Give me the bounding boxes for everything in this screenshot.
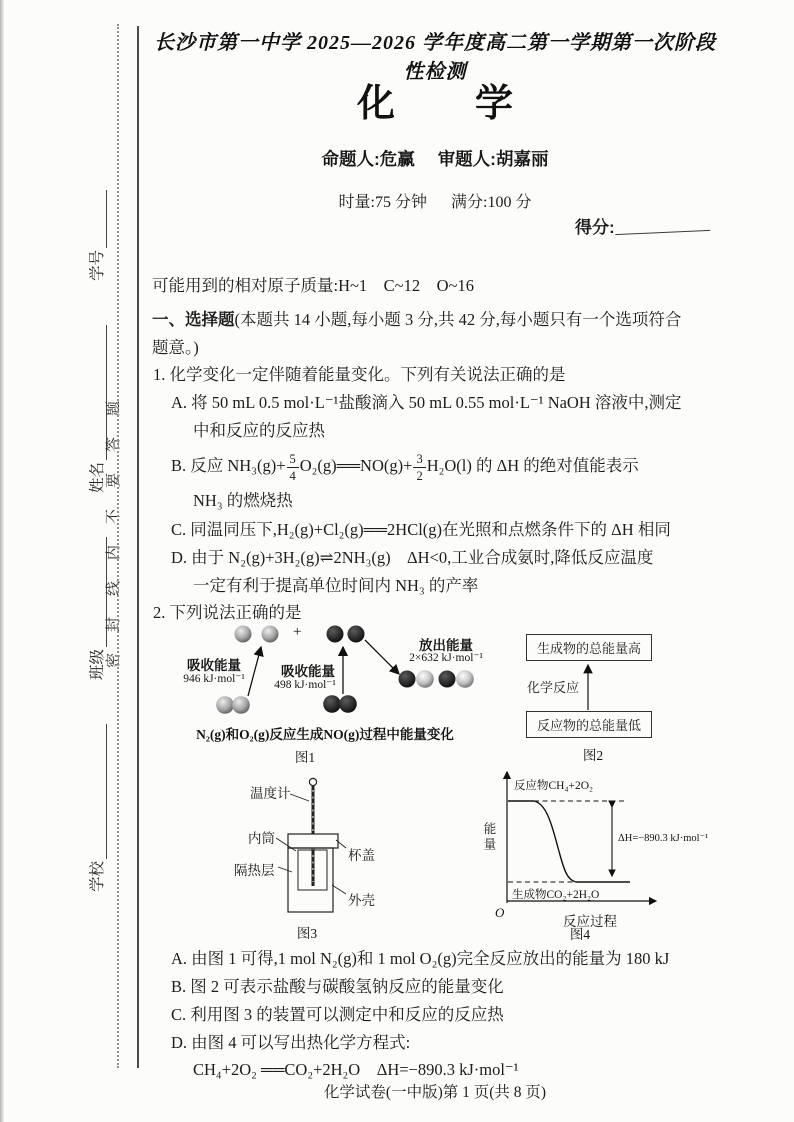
reactants-level-label: 反应物CH₄+2O₂ bbox=[514, 780, 594, 792]
products-energy-box: 生成物的总能量高 bbox=[526, 634, 652, 661]
section-heading bbox=[152, 306, 681, 330]
q1-option-b-line1 bbox=[171, 452, 639, 483]
products-level-label: 生成物CO₂+2H₂O bbox=[512, 889, 600, 901]
release-value: 2×632 kJ·mol⁻¹ bbox=[409, 652, 483, 664]
student-no-field bbox=[85, 188, 107, 281]
lid-label: 杯盖 bbox=[348, 848, 375, 863]
inner-cylinder-label: 内筒 bbox=[248, 831, 275, 846]
x-axis-label: 反应过程 bbox=[563, 914, 617, 929]
y-axis-label: 能量 bbox=[482, 822, 496, 853]
figure-4-energy-profile bbox=[462, 760, 709, 942]
q1-option-b-line2: NH₃ 的燃烧热 bbox=[193, 491, 293, 510]
class-label: 班级 bbox=[89, 648, 106, 680]
q2-stem: 2. 下列说法正确的是 bbox=[153, 603, 302, 622]
fig2-label: 图2 bbox=[582, 748, 604, 763]
q1-option-d-line2: 一定有利于提高单位时间内 NH₃ 的产率 bbox=[193, 576, 479, 595]
fig1-label: 图1 bbox=[294, 750, 316, 765]
delta-h-value: ΔH=−890.3 kJ·mol⁻¹ bbox=[618, 833, 709, 844]
reactants-energy-box: 反应物的总能量低 bbox=[526, 711, 652, 738]
subject-char-left: 化 bbox=[356, 83, 395, 125]
duration-label: 时量:75 分钟 bbox=[338, 194, 427, 211]
absorb2-value: 498 kJ·mol⁻¹ bbox=[274, 679, 336, 691]
fraction-5-4: $\frac{5}{4}$ bbox=[287, 453, 299, 483]
reaction-arrow-label: 化学反应 bbox=[527, 680, 580, 695]
school-label: 学校 bbox=[89, 860, 106, 892]
student-no-blank bbox=[93, 190, 107, 248]
score-blank bbox=[614, 215, 710, 235]
figure-2-energy-boxes bbox=[523, 630, 663, 764]
q1-option-a-line1: A. 将 50 mL 0.5 mol·L⁻¹盐酸滴入 50 mL 0.55 mol·L⁻¹ NaOH 溶液中,测定 bbox=[171, 393, 682, 412]
page-footer: 化学试卷(一中版)第 1 页(共 8 页) bbox=[323, 1084, 547, 1101]
subject-char-right: 学 bbox=[475, 83, 514, 125]
reviewer-label: 审题人:胡嘉丽 bbox=[437, 149, 549, 169]
origin-label: O bbox=[495, 905, 505, 920]
section-heading-cont: 题意。) bbox=[152, 338, 199, 357]
release-title: 放出能量 bbox=[419, 638, 473, 653]
name-label: 姓名 bbox=[89, 461, 106, 493]
figure-3-calorimeter bbox=[232, 774, 384, 940]
absorb1-value: 946 kJ·mol⁻¹ bbox=[183, 673, 245, 685]
thermometer-label: 温度计 bbox=[250, 786, 291, 801]
full-score-label: 满分:100 分 bbox=[451, 194, 532, 211]
margin-solid-line bbox=[137, 26, 139, 1068]
fig3-label: 图3 bbox=[296, 926, 318, 941]
subject-title bbox=[150, 72, 720, 127]
insulation-label: 隔热层 bbox=[234, 863, 275, 878]
duration-score-line bbox=[150, 189, 720, 212]
score-label: 得分: bbox=[575, 218, 615, 237]
setter-label: 命题人:危赢 bbox=[321, 149, 415, 169]
setter-reviewer-line bbox=[150, 146, 720, 171]
q2-option-d: D. 由图 4 可以写出热化学方程式: bbox=[171, 1033, 411, 1052]
q1-option-a-line2: 中和反应的反应热 bbox=[193, 421, 325, 440]
school-blank bbox=[93, 724, 107, 859]
fraction-3-2: $\frac{3}{2}$ bbox=[413, 453, 425, 483]
score-field bbox=[575, 213, 710, 238]
school-field bbox=[85, 722, 107, 892]
fig4-label: 图4 bbox=[569, 927, 591, 942]
section-number: 一、选择题 bbox=[152, 310, 235, 329]
scan-edge-shade bbox=[0, 0, 4, 1122]
q2-option-c: C. 利用图 3 的装置可以测定中和反应的反应热 bbox=[171, 1005, 504, 1024]
q1-b-pre: B. 反应 NH₃(g)+ bbox=[171, 456, 286, 475]
exam-header-title: 长沙市第一中学 2025—2026 学年度高二第一学期第一次阶段性检测 bbox=[154, 32, 716, 83]
q1-stem: 1. 化学变化一定伴随着能量变化。下列有关说法正确的是 bbox=[153, 365, 566, 384]
q2-option-d-equation: CH₄+2O₂ ══CO₂+2H₂O ΔH=−890.3 kJ·mol⁻¹ bbox=[193, 1060, 519, 1079]
absorb2-title: 吸收能量 bbox=[281, 664, 335, 679]
q2-option-b: B. 图 2 可表示盐酸与碳酸氢钠反应的能量变化 bbox=[171, 977, 504, 996]
fig1-caption: N₂(g)和O₂(g)反应生成NO(g)过程中能量变化 bbox=[196, 727, 454, 742]
student-no-label: 学号 bbox=[89, 249, 106, 281]
q2-option-a: A. 由图 1 可得,1 mol N₂(g)和 1 mol O₂(g)完全反应放出的能量为 180 kJ bbox=[171, 949, 670, 968]
q1-b-post: H₂O(l) 的 ΔH 的绝对值能表示 bbox=[426, 456, 639, 475]
q1-b-mid: O₂(g)══NO(g)+ bbox=[299, 456, 413, 475]
seal-dotted-line bbox=[117, 24, 119, 1068]
shell-label: 外壳 bbox=[348, 893, 375, 908]
seal-warning-text: 密封线内不要答题 bbox=[106, 379, 122, 668]
absorb1-title: 吸收能量 bbox=[187, 658, 241, 673]
q1-option-d-line1: D. 由于 N₂(g)+3H₂(g)⇌2NH₃(g) ΔH<0,工业合成氨时,降低反应温度 bbox=[171, 548, 654, 567]
energy-curve bbox=[534, 801, 576, 882]
figure-1-energy-diagram bbox=[160, 616, 490, 768]
plus-sign: + bbox=[293, 624, 302, 640]
q1-option-c: C. 同温同压下,H₂(g)+Cl₂(g)══2HCl(g)在光照和点燃条件下的 ΔH 相同 bbox=[171, 520, 671, 539]
section-description: (本题共 14 小题,每小题 3 分,共 42 分,每小题只有一个选项符合 bbox=[234, 310, 682, 329]
atomic-mass-note: 可能用到的相对原子质量:H~1 C~12 O~16 bbox=[152, 276, 474, 295]
